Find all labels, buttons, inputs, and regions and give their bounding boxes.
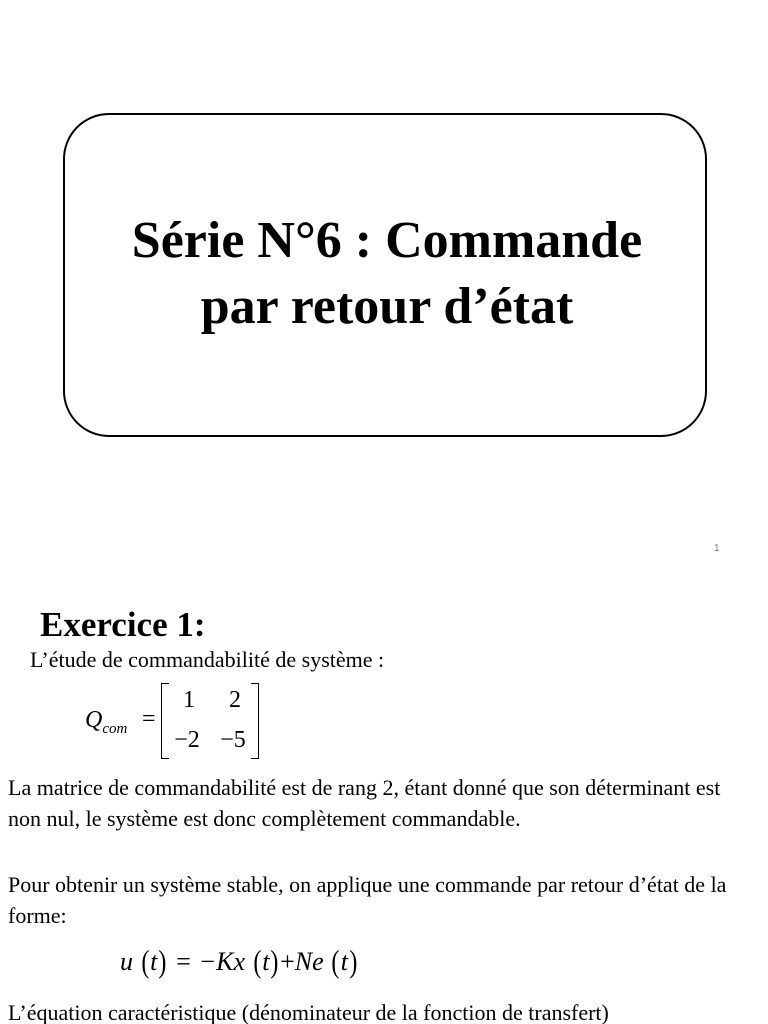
title-line-2: par retour d’état bbox=[200, 278, 574, 335]
exercise-intro: L’étude de commandabilité de système : bbox=[30, 647, 385, 672]
matrix-cell-r1c1: 1 bbox=[183, 687, 195, 713]
paragraph-characteristic: L’équation caractéristique (dénominateur de la fonction de transfert) bbox=[8, 1000, 609, 1024]
matrix-cell-r1c2: 2 bbox=[229, 687, 241, 713]
paragraph-rank: La matrice de commandabilité est de rang 2, étant donné que son déterminant est non nul, le système est donc complètement commandable. bbox=[8, 775, 721, 831]
equals-sign: = bbox=[142, 706, 156, 732]
control-rhs: = −Kx bbox=[174, 947, 246, 976]
control-t-3: t bbox=[340, 947, 349, 976]
exercise-title: Exercice 1: bbox=[40, 605, 206, 644]
control-law-equation: u (t) = −Kx (t)+Ne (t) bbox=[120, 943, 358, 979]
matrix-cell-r2c1: −2 bbox=[174, 727, 200, 753]
matrix-right-bracket bbox=[251, 683, 259, 759]
controllability-matrix-equation bbox=[85, 681, 285, 763]
control-plus: + bbox=[280, 947, 295, 976]
slide-title bbox=[63, 208, 711, 340]
control-u: u bbox=[120, 947, 133, 976]
control-t-2: t bbox=[262, 947, 270, 976]
paragraph-control: Pour obtenir un système stable, on applique une commande par retour d’état de la forme: bbox=[8, 872, 727, 928]
matrix-subscript: com bbox=[102, 720, 128, 737]
matrix-symbol: $Q_{com}$ bbox=[85, 707, 128, 737]
page-number: 1 bbox=[714, 543, 720, 554]
matrix-cell-r2c2: −5 bbox=[220, 727, 246, 753]
title-line-1: Série N°6 : Commande bbox=[131, 212, 643, 269]
control-t-1: t bbox=[150, 947, 158, 976]
control-ne: Ne bbox=[294, 947, 324, 976]
